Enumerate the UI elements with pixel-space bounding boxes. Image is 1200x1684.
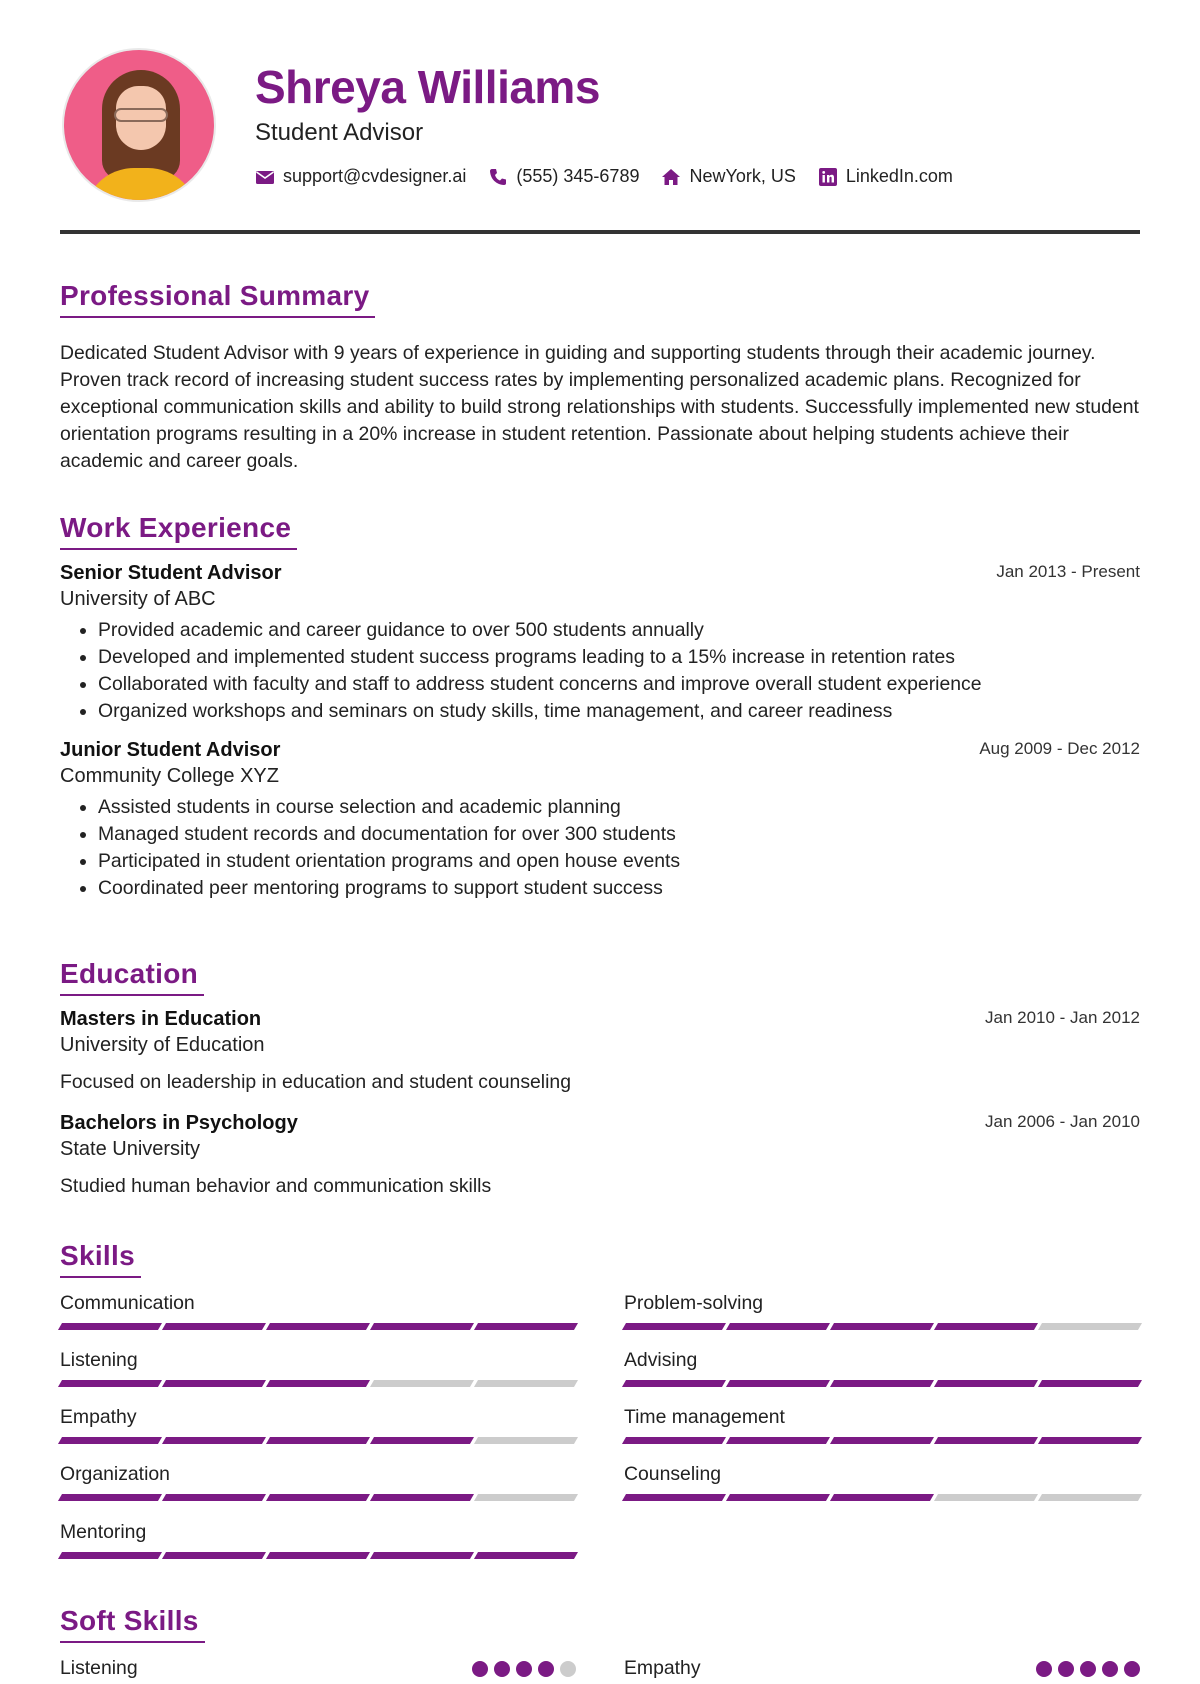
skill-item [60,1463,576,1501]
job-entry [60,739,1140,902]
skill-level-segment [266,1437,370,1444]
skill-item [60,1521,576,1559]
skill-level-bar [60,1437,576,1444]
skill-level-segment [266,1323,370,1330]
contact-bar [255,166,953,187]
experience-heading: Work Experience [60,512,297,550]
skill-item [60,1406,576,1444]
soft-skill-rating [1036,1661,1140,1677]
job-title: Senior Student Advisor [60,562,282,584]
skill-level-segment [162,1380,266,1387]
skill-level-segment [726,1494,830,1501]
education-entry [60,1112,1140,1198]
job-dates: Aug 2009 - Dec 2012 [979,739,1140,758]
skill-level-segment [830,1437,934,1444]
rating-dot [1058,1661,1074,1677]
skill-level-segment [1038,1437,1142,1444]
skill-level-segment [726,1380,830,1387]
skill-level-segment [474,1380,578,1387]
phone-icon [488,167,508,187]
contact-email[interactable] [255,166,466,187]
skill-level-segment [1038,1380,1142,1387]
skill-level-segment [622,1437,726,1444]
job-bullets [60,794,1140,902]
skill-level-segment [370,1437,474,1444]
skill-level-segment [830,1494,934,1501]
skill-name: Empathy [60,1406,137,1428]
education-section [60,958,1140,1198]
contact-location [661,166,795,187]
job-bullets [60,617,1140,725]
skill-level-segment [622,1323,726,1330]
skill-level-segment [162,1552,266,1559]
soft-skills-section [60,1605,1140,1679]
skill-level-segment [622,1494,726,1501]
rating-dot [538,1661,554,1677]
skill-level-segment [266,1494,370,1501]
skill-level-bar [624,1323,1140,1330]
skills-section [60,1240,1140,1543]
school-name: State University [60,1138,201,1160]
contact-linkedin-text: LinkedIn.com [845,166,953,186]
job-title: Junior Student Advisor [60,739,281,761]
education-heading: Education [60,958,204,996]
job-entry [60,562,1140,725]
skill-level-segment [58,1552,162,1559]
job-organization: University of ABC [60,588,216,610]
summary-heading: Professional Summary [60,280,375,318]
soft-skill-rating [472,1661,576,1677]
skill-item [624,1463,1140,1501]
soft-skill-name: Empathy [624,1657,701,1679]
avatar [62,48,216,202]
job-organization: Community College XYZ [60,765,279,787]
skill-name: Communication [60,1292,195,1314]
skill-item [60,1349,576,1387]
skill-level-segment [1038,1323,1142,1330]
skill-level-segment [162,1323,266,1330]
skill-level-segment [934,1437,1038,1444]
summary-text: Dedicated Student Advisor with 9 years of experience in guiding and supporting students through their academic journey. Proven track record of increasing student success rates by implementing personalized academic plans. Recognized for exceptional communication skills and ability to build strong relationships with students. Successfully implemented new student orientation programs resulting in a 20% increase in student retention. Passionate about helping students achieve their academic and career goals. [60,342,1139,472]
resume-header [60,0,1140,240]
skill-name: Time management [624,1406,785,1428]
skill-name: Problem-solving [624,1292,764,1314]
summary-section [60,280,1140,475]
skill-level-bar [624,1380,1140,1387]
skill-level-segment [474,1552,578,1559]
skill-level-segment [934,1494,1038,1501]
skills-heading: Skills [60,1240,141,1278]
skill-level-segment [266,1380,370,1387]
job-bullet: • Coordinated peer mentoring programs to support student success [98,875,1140,902]
candidate-title: Student Advisor [255,119,424,146]
skill-level-segment [934,1380,1038,1387]
education-dates: Jan 2006 - Jan 2010 [984,1112,1140,1131]
skill-level-segment [474,1323,578,1330]
header-divider [60,230,1140,234]
skill-level-bar [60,1323,576,1330]
job-bullet: • Managed student records and documentation for over 300 students [98,821,1140,848]
education-entry [60,1008,1140,1094]
skill-level-segment [726,1437,830,1444]
job-bullet: • Developed and implemented student success programs leading to a 15% increase in retention rates [98,644,1140,671]
skill-level-segment [622,1380,726,1387]
education-description: Studied human behavior and communication skills [60,1175,492,1197]
skill-name: Organization [60,1463,170,1485]
soft-skill-item [60,1657,576,1680]
experience-section [60,512,1140,902]
rating-dot [1102,1661,1118,1677]
job-bullet: • Collaborated with faculty and staff to address student concerns and improve overall student experience [98,671,1140,698]
school-name: University of Education [60,1034,265,1056]
skill-level-segment [370,1323,474,1330]
skill-level-bar [624,1494,1140,1501]
contact-linkedin[interactable] [818,166,953,187]
skill-level-segment [830,1380,934,1387]
candidate-name: Shreya Williams [255,61,600,113]
rating-dot [1124,1661,1140,1677]
soft-skill-item [624,1657,1140,1680]
degree-title: Masters in Education [60,1008,262,1030]
contact-email-text: support@cvdesigner.ai [283,166,467,186]
education-description: Focused on leadership in education and student counseling [60,1071,571,1093]
skill-level-segment [934,1323,1038,1330]
skill-item [624,1292,1140,1330]
job-bullet: • Organized workshops and seminars on study skills, time management, and career readiness [98,698,1140,725]
skill-level-bar [624,1437,1140,1444]
skill-level-segment [58,1380,162,1387]
rating-dot [494,1661,510,1677]
skill-name: Counseling [624,1463,722,1485]
skill-level-segment [726,1323,830,1330]
skill-name: Listening [60,1349,138,1371]
skill-item [60,1292,576,1330]
skill-level-segment [474,1494,578,1501]
soft-skill-name: Listening [60,1657,138,1679]
job-bullet: • Assisted students in course selection and academic planning [98,794,1140,821]
skill-level-segment [58,1494,162,1501]
skill-level-segment [370,1552,474,1559]
skill-level-segment [162,1437,266,1444]
skill-level-bar [60,1552,576,1559]
rating-dot [516,1661,532,1677]
skill-level-segment [162,1494,266,1501]
skill-level-bar [60,1494,576,1501]
rating-dot [1036,1661,1052,1677]
job-bullet: • Provided academic and career guidance to over 500 students annually [98,617,1140,644]
skill-level-segment [370,1494,474,1501]
skill-level-segment [1038,1494,1142,1501]
degree-title: Bachelors in Psychology [60,1112,298,1134]
job-dates: Jan 2013 - Present [996,562,1140,581]
contact-phone-text: (555) 345-6789 [516,166,640,186]
linkedin-icon [818,167,838,187]
skill-level-segment [370,1380,474,1387]
home-icon [661,167,681,187]
skill-level-segment [58,1437,162,1444]
rating-dot [1080,1661,1096,1677]
job-bullet: • Participated in student orientation programs and open house events [98,848,1140,875]
skill-level-segment [830,1323,934,1330]
skill-name: Advising [624,1349,698,1371]
skill-name: Mentoring [60,1521,147,1543]
soft-skills-heading: Soft Skills [60,1605,205,1643]
resume-page [60,0,1140,1679]
skill-level-bar [60,1380,576,1387]
skill-item [624,1406,1140,1444]
education-dates: Jan 2010 - Jan 2012 [984,1008,1140,1027]
rating-dot [472,1661,488,1677]
rating-dot [560,1661,576,1677]
skill-level-segment [58,1323,162,1330]
skill-level-segment [474,1437,578,1444]
contact-phone[interactable] [488,166,639,187]
contact-location-text: NewYork, US [689,166,796,186]
skill-level-segment [266,1552,370,1559]
skill-item [624,1349,1140,1387]
envelope-icon [255,167,275,187]
